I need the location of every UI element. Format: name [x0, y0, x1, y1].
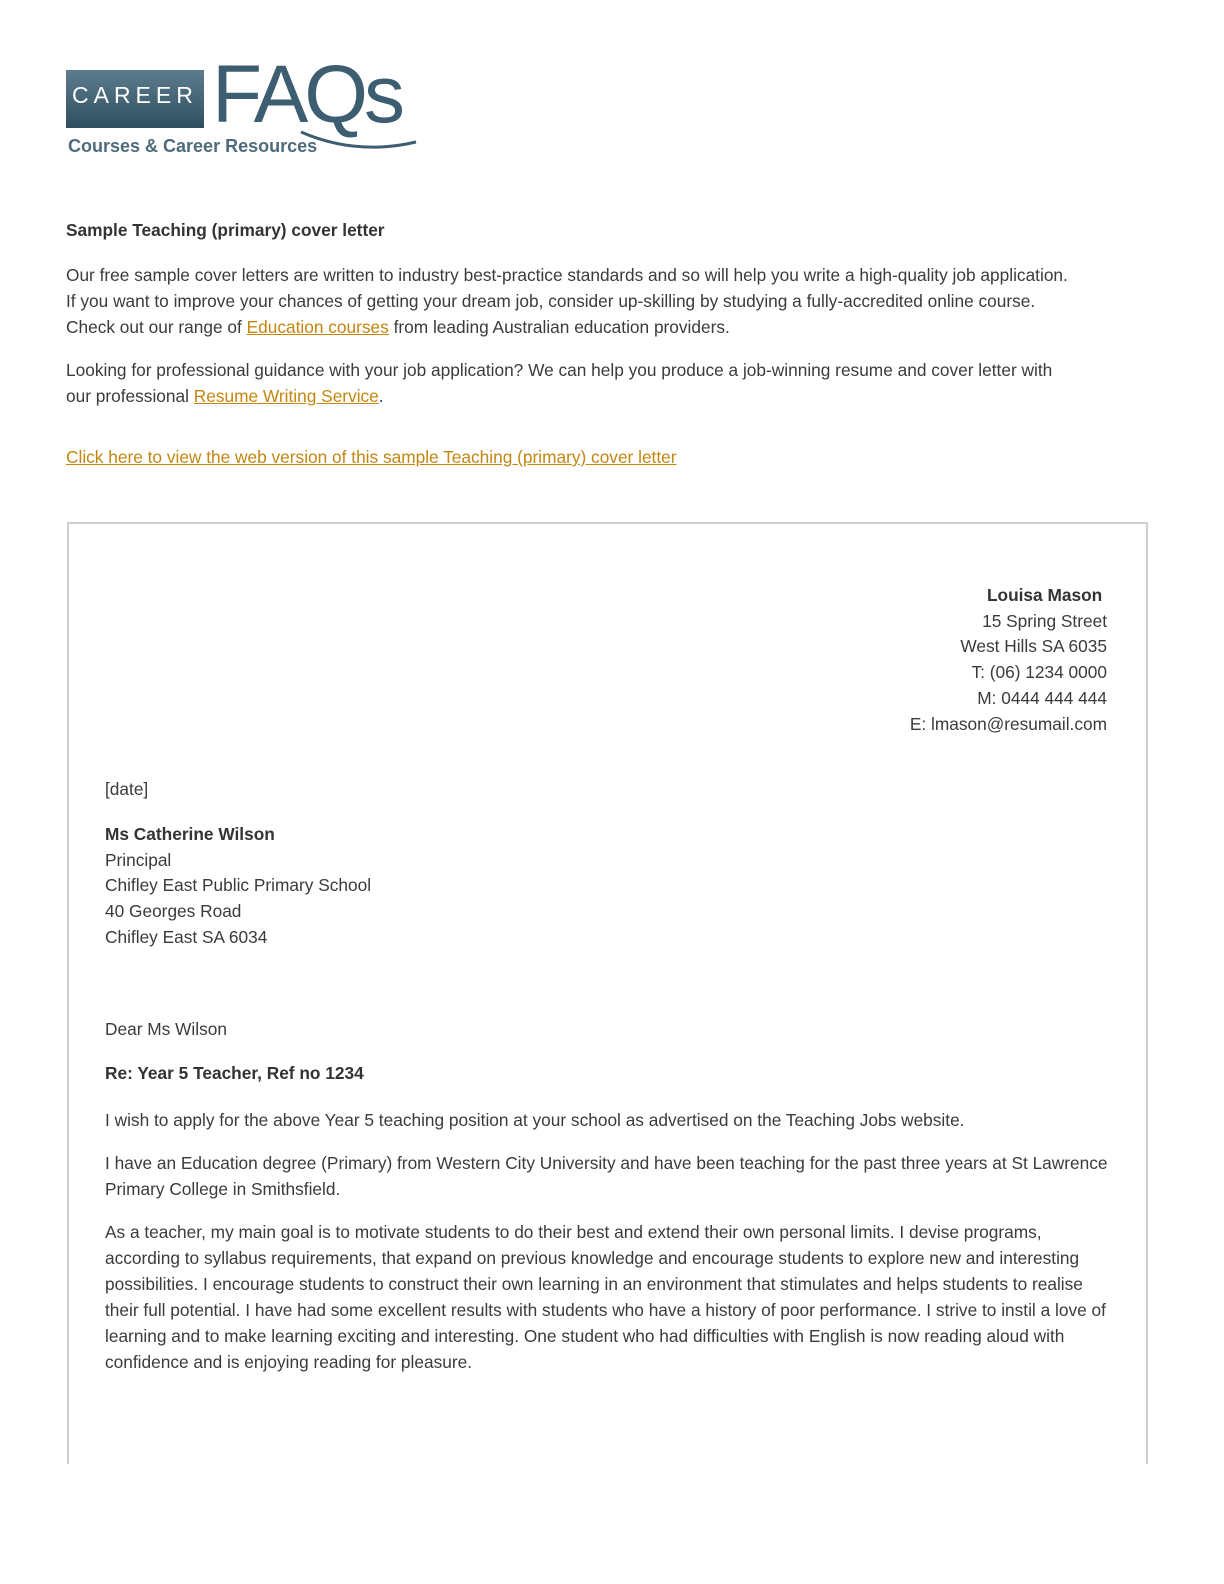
- recipient-title: Principal: [105, 849, 172, 870]
- web-version-link[interactable]: Click here to view the web version of this sample Teaching (primary) cover letter: [66, 447, 677, 467]
- sender-email: E: lmason@resumail.com: [909, 713, 1107, 734]
- intro-line: Looking for professional guidance with your job application? We can help you produce a job-winning resume and cover letter with: [66, 360, 1053, 380]
- sender-suburb: West Hills SA 6035: [960, 636, 1107, 657]
- careerfaqs-logo: [66, 49, 426, 164]
- logo-tagline: Courses & Career Resources: [68, 136, 318, 156]
- sender-address: [910, 583, 1107, 737]
- intro-text: our professional: [66, 386, 194, 406]
- logo-career: CAREER: [72, 82, 198, 108]
- recipient-street: 40 Georges Road: [105, 901, 242, 922]
- page-title: Sample Teaching (primary) cover letter: [66, 220, 385, 240]
- logo-faqs: FAQs: [212, 49, 402, 140]
- letter-body: [105, 1107, 1115, 1375]
- intro-paragraph-1: [66, 262, 1166, 340]
- intro-text: Check out our range of: [66, 317, 247, 337]
- body-paragraph: I wish to apply for the above Year 5 teaching position at your school as advertised on the Teaching Jobs website.: [105, 1110, 965, 1130]
- intro-paragraph-2: [66, 357, 1166, 409]
- resume-writing-service-link[interactable]: Resume Writing Service: [193, 386, 379, 406]
- sender-street: 15 Spring Street: [982, 610, 1107, 631]
- intro-text: from leading Australian education providers.: [388, 317, 730, 337]
- body-paragraph: I have an Education degree (Primary) from Western City University and have been teaching for the past three years at St Lawrence Primary College in Smithsfield.: [105, 1153, 1108, 1199]
- subject-text: Re: Year 5 Teacher, Ref no 1234: [105, 1063, 364, 1083]
- letter-date: [date]: [105, 779, 149, 799]
- sender-name: Louisa Mason: [986, 585, 1103, 605]
- sender-phone: T: (06) 1234 0000: [971, 662, 1107, 683]
- recipient-name: Ms Catherine Wilson: [105, 824, 275, 844]
- intro-text: .: [378, 386, 384, 406]
- logo-bar: [66, 70, 204, 128]
- body-paragraph: As a teacher, my main goal is to motivate students to do their best and extend their own personal limits. I devise programs, according to syllabus requirements, that expand on previous knowledge and encourage students to explore new and interesting possibilities. I encourage students to construct their own learning in an environment that stimulates and helps students to realise their full potential. I have had some excellent results with students who have a history of poor performance. I strive to instil a love of learning and to make learning exciting and interesting. One student who had difficulties with English is now reading aloud with confidence and is enjoying reading for pleasure.: [105, 1222, 1106, 1372]
- education-courses-link[interactable]: Education courses: [246, 317, 389, 337]
- recipient-address: [105, 822, 371, 951]
- intro-line: If you want to improve your chances of getting your dream job, consider up-skilling by studying a fully-accredited online course.: [66, 291, 1036, 311]
- web-version-paragraph: [66, 444, 677, 470]
- salutation: Dear Ms Wilson: [105, 1019, 227, 1039]
- intro-line: Our free sample cover letters are written to industry best-practice standards and so will help you write a high-quality job application.: [66, 265, 1068, 285]
- subject-line: [105, 1063, 364, 1084]
- recipient-school: Chifley East Public Primary School: [105, 875, 372, 896]
- recipient-suburb: Chifley East SA 6034: [105, 926, 268, 947]
- sender-mobile: M: 0444 444 444: [977, 687, 1107, 708]
